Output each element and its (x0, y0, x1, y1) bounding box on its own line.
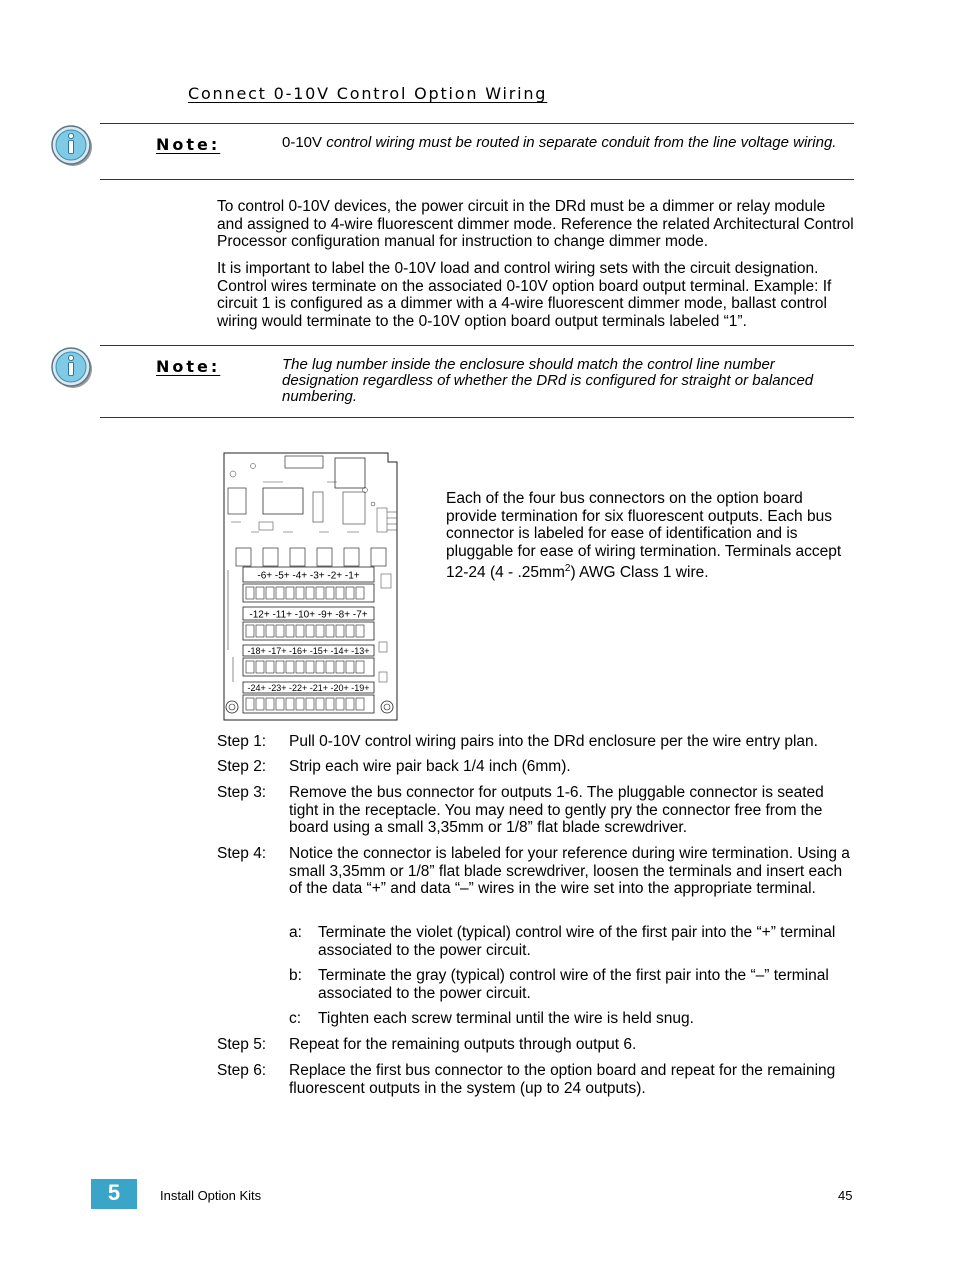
note1-bottom-rule (100, 179, 854, 180)
note1-top-rule (100, 123, 854, 124)
page-number: 45 (838, 1188, 853, 1203)
note1-text: 0-10V control wiring must be routed in separate conduit from the line voltage wiring. (282, 134, 837, 151)
connector-row-label: -18+ -17+ -16+ -15+ -14+ -13+ (247, 646, 370, 656)
paragraph-2: It is important to label the 0-10V load and control wiring sets with the circuit designation. Control wires terminate on the associated 0-10V option board output terminal. Example: If circuit 1 is configured as a dimmer with a 4-wire fluorescent dimmer mode, ballast control wiring would terminate to the 0-10V option board output terminals labeled “1”. (217, 260, 832, 330)
note2-text: The lug number inside the enclosure should match the control line number designation regardless of whether the DRd is configured for straight or balanced numbering. (282, 356, 814, 405)
connector-row-label: -24+ -23+ -22+ -21+ -20+ -19+ (247, 683, 370, 693)
chapter-number-badge: 5 (91, 1179, 137, 1209)
info-note-icon (49, 346, 95, 390)
note1-label: Note: (156, 135, 221, 154)
paragraph-1: To control 0-10V devices, the power circuit in the DRd must be a dimmer or relay module and assigned to 4-wire fluorescent dimmer mode. Reference the related Architectural Control Processor configuration manual for instruction to change dimmer mode. (217, 198, 854, 250)
option-board-diagram (223, 452, 398, 721)
connector-row-label: -6+ -5+ -4+ -3+ -2+ -1+ (257, 570, 360, 582)
footer-chapter-title: Install Option Kits (160, 1188, 262, 1203)
note2-bottom-rule (100, 417, 854, 418)
connector-row-label: -12+ -11+ -10+ -9+ -8+ -7+ (249, 609, 368, 621)
figure-description: Each of the four bus connectors on the option board provide termination for six fluorescent outputs. Each bus connector is labeled for ease of identification and is pluggable for ease of wiring termination. Terminals accept 12-24 $(4 - .25mm^2)$ AWG Class 1 wire. (446, 490, 842, 582)
info-note-icon (49, 124, 95, 168)
note2-top-rule (100, 345, 854, 346)
note2-label: Note: (156, 357, 221, 376)
section-heading: Connect 0-10V Control Option Wiring (188, 84, 548, 103)
